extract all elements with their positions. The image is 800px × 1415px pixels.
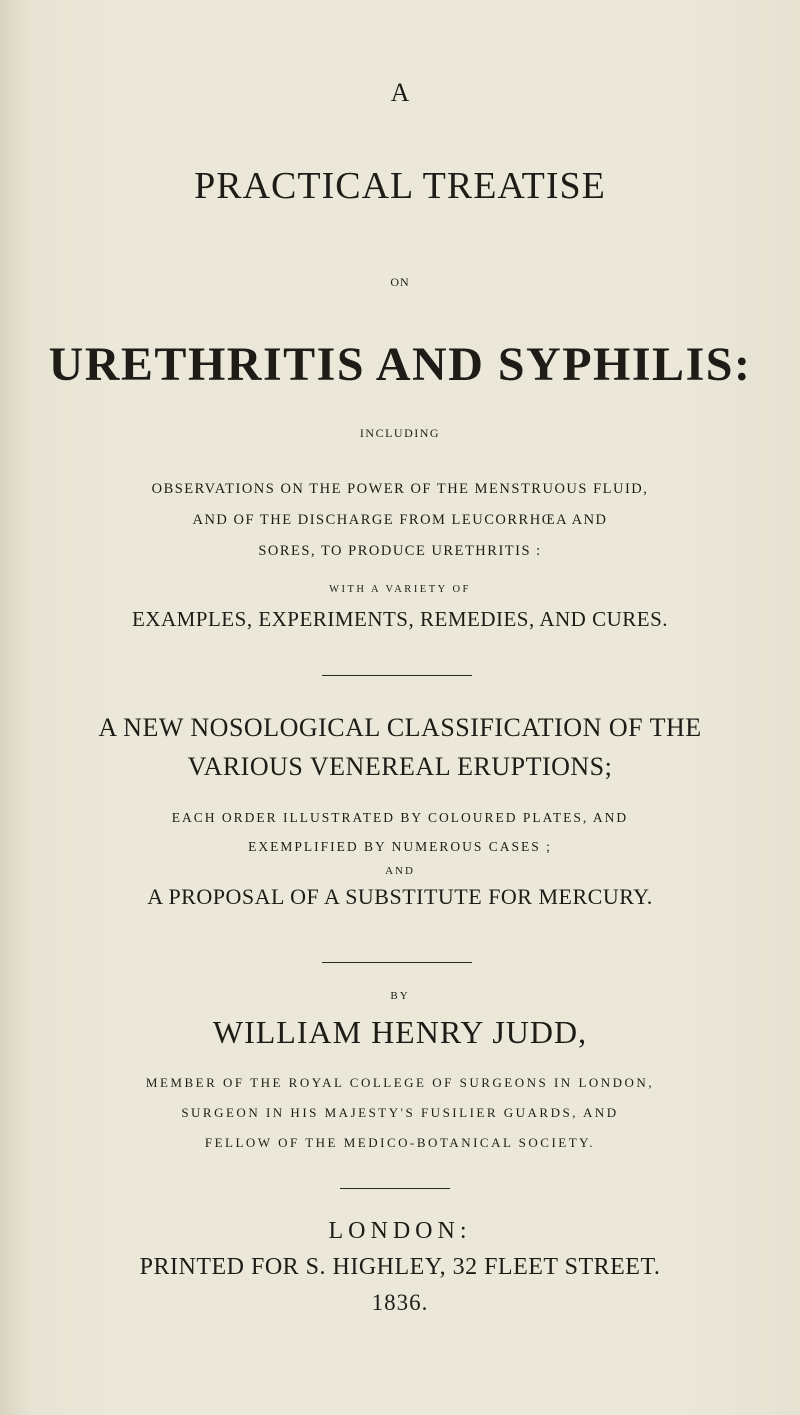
subject-heading: URETHRITIS AND SYPHILIS: [48, 338, 752, 391]
classification-line-1: A NEW NOSOLOGICAL CLASSIFICATION OF THE [98, 713, 702, 742]
credentials-line-3: FELLOW OF THE MEDICO-BOTANICAL SOCIETY. [204, 1135, 596, 1150]
place-label: LONDON: [328, 1218, 472, 1244]
order-line-1: EACH ORDER ILLUSTRATED BY COLOURED PLATES, AND [171, 810, 629, 825]
by-label: BY [390, 990, 410, 1002]
divider-rule-2 [322, 962, 472, 963]
classification-line-2: VARIOUS VENEREAL ERUPTIONS; [187, 752, 613, 781]
credentials-line-2: SURGEON IN HIS MAJESTY'S FUSILIER GUARDS, AND [181, 1105, 619, 1120]
divider-rule-3 [340, 1188, 450, 1189]
author-name: WILLIAM HENRY JUDD, [212, 1014, 588, 1050]
order-line-2: EXEMPLIFIED BY NUMEROUS CASES ; [248, 839, 552, 854]
credentials-line-1: MEMBER OF THE ROYAL COLLEGE OF SURGEONS IN LONDON, [145, 1075, 655, 1090]
observations-line-2: AND OF THE DISCHARGE FROM LEUCORRHŒA AND [192, 512, 608, 528]
on-label: ON [390, 275, 410, 289]
book-title: PRACTICAL TREATISE [194, 165, 606, 207]
including-label: INCLUDING [359, 426, 441, 440]
and-label: AND [385, 865, 415, 877]
with-variety-label: WITH A VARIETY OF [329, 584, 471, 595]
observations-line-1: OBSERVATIONS ON THE POWER OF THE MENSTRUOUS FLUID, [151, 481, 649, 497]
examples-line: EXAMPLES, EXPERIMENTS, REMEDIES, AND CURES. [131, 607, 669, 631]
article: A [390, 78, 410, 107]
proposal-line: A PROPOSAL OF A SUBSTITUTE FOR MERCURY. [147, 884, 653, 909]
year-label: 1836. [371, 1290, 429, 1315]
observations-line-3: SORES, TO PRODUCE URETHRITIS : [258, 543, 542, 559]
divider-rule-1 [322, 675, 472, 676]
printer-line: PRINTED FOR S. HIGHLEY, 32 FLEET STREET. [139, 1254, 661, 1280]
